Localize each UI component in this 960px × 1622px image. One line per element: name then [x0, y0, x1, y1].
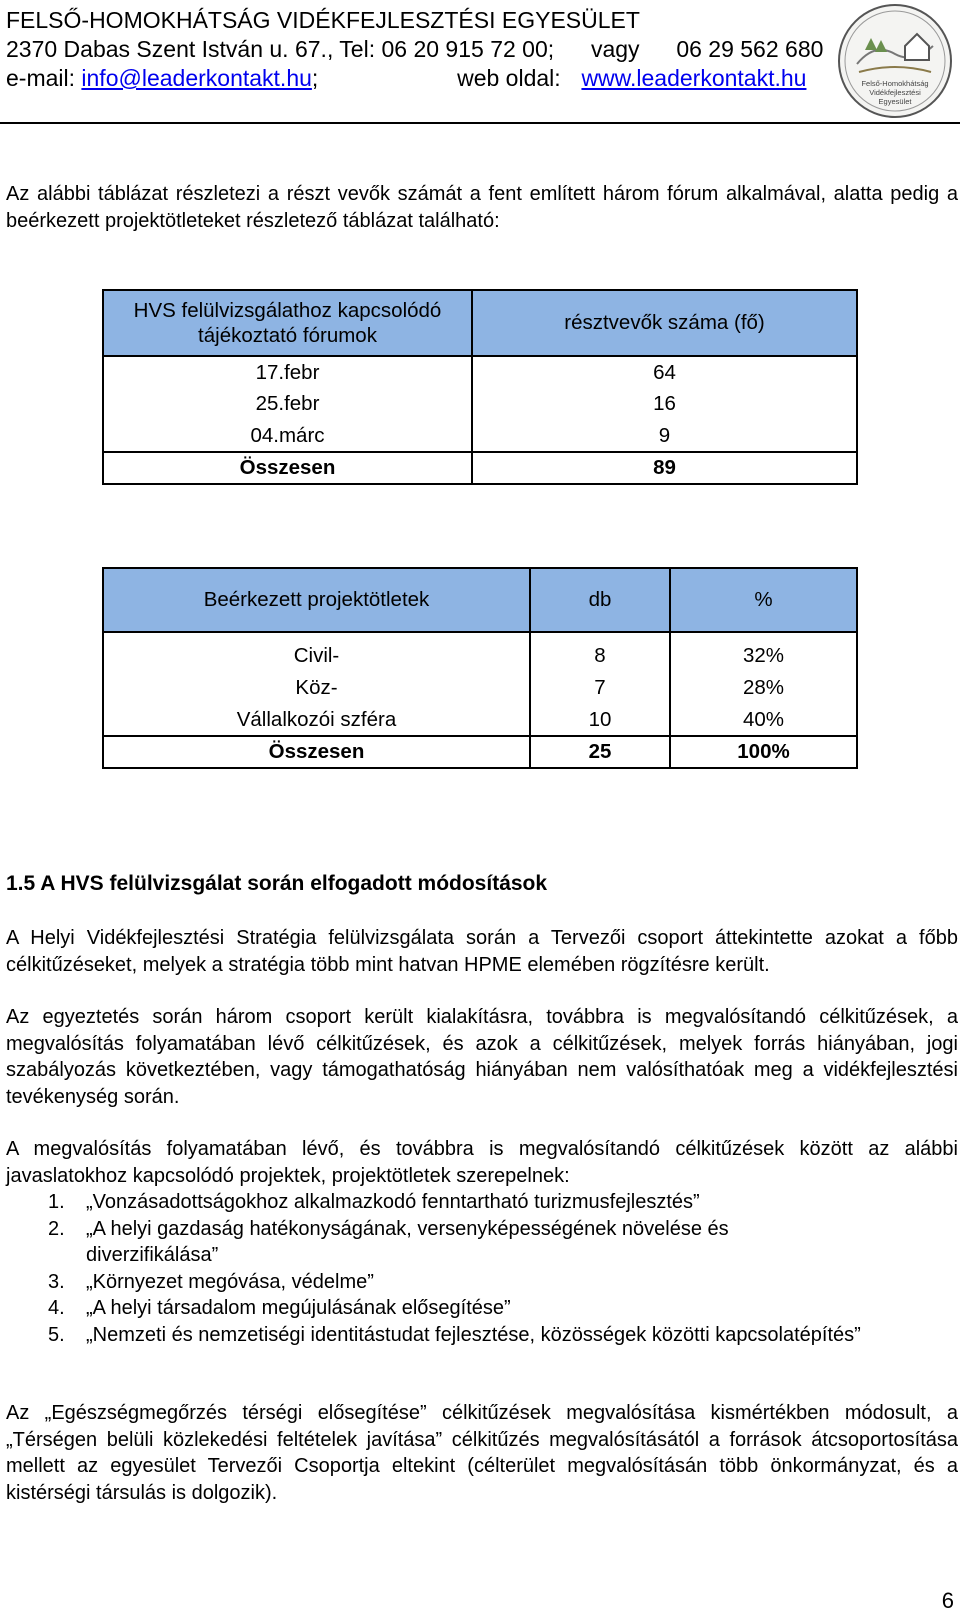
- address: 2370 Dabas Szent István u. 67.: [6, 36, 327, 62]
- paragraph-2: Az egyeztetés során három csoport került kialakításra, továbbra is megvalósítandó célkitűzések, a megvalósítás folyamatában lévő célkitűzések, és azok a célkitűzések, melyek forrás hiányában, jogi szabályozás következtében, vagy támogathatóság hiányában nem valósíthatóak meg a vidékfejlesztési tevékenység során.: [6, 1006, 958, 1108]
- list-item: 5. „Nemzeti és nemzetiségi identitástudat fejlesztése, közösségek közötti kapcsolatépítés”: [48, 1323, 861, 1346]
- forum-row-value: 64: [472, 356, 857, 388]
- list-item: 2. „A helyi gazdaság hatékonyságának, versenyképességének növelése és diverzifikálása”: [48, 1217, 729, 1266]
- letterhead: [0, 0, 960, 124]
- organization-logo: [835, 2, 955, 120]
- ideas-total-pct: 100%: [670, 736, 857, 768]
- ideas-row-pct: 40%: [670, 704, 857, 736]
- ideas-row-label: Köz-: [103, 672, 530, 704]
- forum-row-label: 25.febr: [103, 388, 472, 420]
- logo-text-1: Felső-Homokhátság: [861, 79, 929, 88]
- forum-row-label: 04.márc: [103, 420, 472, 452]
- intro-paragraph: Az alábbi táblázat részletezi a részt vevők számát a fent említett három fórum alkalmával, alatta pedig a beérkezett projektötleteket részletező táblázat található:: [6, 183, 958, 232]
- contact-line: [6, 35, 823, 63]
- or-label: vagy: [590, 36, 640, 62]
- paragraph-4: Az „Egészségmegőrzés térségi elősegítése” célkitűzések megvalósítása kismértékben módosult, a „Térségen belüli közlekedési feltételek javítása” célkitűzés megvalósításától a források átcsoportosítása mellett az egyesület Tervezői Csoportja eltekint (célterület megvalósításán több önkormányzat, és a kistérségi társulás is dolgozik).: [6, 1402, 958, 1504]
- ideas-header-db: db: [530, 568, 670, 632]
- header-divider: [0, 122, 960, 124]
- web-link[interactable]: www.leaderkontakt.hu: [581, 65, 807, 91]
- forum-header-count: résztvevők száma (fő): [472, 290, 857, 356]
- ideas-header-label: Beérkezett projektötletek: [103, 568, 530, 632]
- email-label: e-mail:: [6, 65, 76, 91]
- forum-row-value: 16: [472, 388, 857, 420]
- forum-row-label: 17.febr: [103, 356, 472, 388]
- goals-list: [0, 1189, 958, 1348]
- web-label: web oldal:: [457, 65, 561, 91]
- ideas-row-db: 8: [530, 640, 670, 672]
- email-link[interactable]: info@leaderkontakt.hu: [81, 65, 312, 91]
- paragraph-1: A Helyi Vidékfejlesztési Stratégia felülvizsgálata során a Tervezői csoport áttekintette azokat a főbb célkitűzéseket, melyek a stratégia több mint hatvan HPME elemében rögzítésre került.: [6, 927, 958, 976]
- forum-header-line-1: HVS felülvizsgálathoz kapcsolódó: [133, 299, 442, 322]
- forum-row-value: 9: [472, 420, 857, 452]
- forum-table: [102, 289, 858, 485]
- logo-text-3: Egyesület: [878, 97, 912, 106]
- project-ideas-table: [102, 567, 858, 769]
- phone-1: , Tel: 06 20 915 72 00;: [326, 36, 555, 62]
- ideas-row-label: Civil-: [103, 640, 530, 672]
- list-item: 3. „Környezet megóvása, védelme”: [48, 1270, 374, 1293]
- ideas-total-db: 25: [530, 736, 670, 768]
- ideas-header-pct: %: [670, 568, 857, 632]
- ideas-total-label: Összesen: [103, 736, 530, 768]
- phone-2: 06 29 562 680: [676, 36, 824, 62]
- page-number: 6: [941, 1588, 954, 1613]
- ideas-row-pct: 32%: [670, 640, 857, 672]
- email-separator: ;: [311, 65, 319, 91]
- list-item: 4. „A helyi társadalom megújulásának elősegítése”: [48, 1297, 511, 1319]
- forum-header-label: [103, 290, 472, 356]
- section-heading: 1.5 A HVS felülvizsgálat során elfogadott módosítások: [6, 872, 548, 895]
- ideas-row-db: 10: [530, 704, 670, 736]
- email-web-line: [6, 64, 806, 92]
- logo-text-2: Vidékfejlesztési: [869, 88, 921, 97]
- list-item: 1. „Vonzásadottságokhoz alkalmazkodó fenntartható turizmusfejlesztés”: [48, 1191, 700, 1213]
- forum-total-value: 89: [472, 452, 857, 484]
- paragraph-3: A megvalósítás folyamatában lévő, és továbbra is megvalósítandó célkitűzések között az alábbi javaslatokhoz kapcsolódó projektek, projektötletek szerepelnek:: [6, 1138, 958, 1187]
- forum-total-label: Összesen: [103, 452, 472, 484]
- ideas-row-pct: 28%: [670, 672, 857, 704]
- org-name: FELSŐ-HOMOKHÁTSÁG VIDÉKFEJLESZTÉSI EGYESÜLET: [6, 7, 640, 33]
- forum-header-line-2: tájékoztató fórumok: [198, 324, 377, 347]
- ideas-row-label: Vállalkozói szféra: [103, 704, 530, 736]
- ideas-row-db: 7: [530, 672, 670, 704]
